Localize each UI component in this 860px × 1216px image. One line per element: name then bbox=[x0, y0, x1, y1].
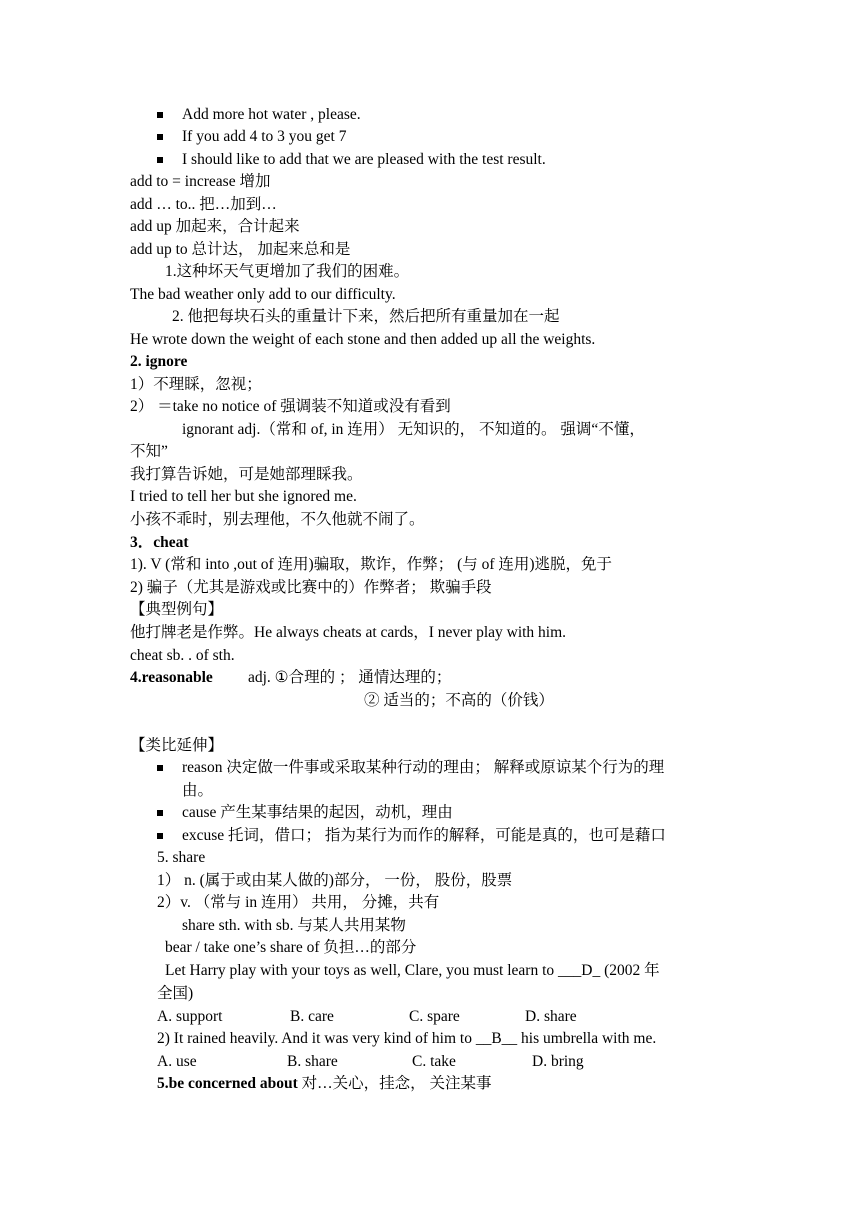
phrase-line: add up to 总计达， 加起来总和是 bbox=[130, 241, 351, 258]
list-item: 由。 bbox=[182, 782, 214, 799]
definition: ② 适当的；不高的（价钱） bbox=[364, 692, 554, 709]
example-en: The bad weather only add to our difficulty. bbox=[130, 286, 396, 303]
phrase-line: share sth. with sb. 与某人共用某物 bbox=[182, 917, 406, 934]
section-heading: 5.be concerned about bbox=[157, 1075, 298, 1092]
bullet-icon bbox=[157, 112, 163, 118]
list-item: cause 产生某事结果的起因，动机，理由 bbox=[182, 804, 453, 821]
section-heading: 3．cheat bbox=[130, 534, 189, 551]
definition: 对…关心，挂念， 关注某事 bbox=[297, 1075, 492, 1092]
example-cn: 2. 他把每块石头的重量计下来，然后把所有重量加在一起 bbox=[172, 308, 560, 325]
definition: 不知” bbox=[130, 443, 168, 460]
example-cn: 小孩不乖时，别去理他，不久他就不闹了。 bbox=[130, 511, 425, 528]
phrase-line: add … to.. 把…加到… bbox=[130, 196, 277, 213]
option: B. care bbox=[290, 1008, 334, 1025]
definition: 1） n. (属于或由某人做的)部分， 一份， 股份，股票 bbox=[157, 872, 513, 889]
subheading: 【典型例句】 bbox=[130, 601, 224, 618]
definition: 1）不理睬，忽视； bbox=[130, 376, 262, 393]
phrase-line: add up 加起来，合计起来 bbox=[130, 218, 300, 235]
question: 全国) bbox=[157, 985, 194, 1002]
list-item: excuse 托词，借口； 指为某行为而作的解释，可能是真的，也可是藉口 bbox=[182, 827, 666, 844]
option: D. bring bbox=[532, 1053, 584, 1070]
option: B. share bbox=[287, 1053, 338, 1070]
definition: ignorant adj.（常和 of, in 连用） 无知识的， 不知道的。 强调“不懂， bbox=[182, 421, 645, 438]
bullet-icon bbox=[157, 810, 163, 816]
section-heading: 2. ignore bbox=[130, 353, 188, 370]
definition: 2） ＝take no notice of 强调装不知道或没有看到 bbox=[130, 398, 451, 415]
list-item: Add more hot water , please. bbox=[182, 106, 361, 123]
example: 他打牌老是作弊。He always cheats at cards，I never play with him. bbox=[130, 624, 567, 641]
example-cn: 1.这种坏天气更增加了我们的困难。 bbox=[165, 263, 410, 280]
definition: adj. ①合理的 ； 通情达理的； bbox=[248, 669, 452, 686]
list-item: If you add 4 to 3 you get 7 bbox=[182, 128, 347, 145]
question: 2) It rained heavily. And it was very kind of him to __B__ his umbrella with me. bbox=[157, 1030, 657, 1047]
phrase-line: bear / take one’s share of 负担…的部分 bbox=[165, 939, 417, 956]
phrase-line: add to = increase 增加 bbox=[130, 173, 271, 190]
subheading: 【类比延伸】 bbox=[130, 737, 224, 754]
definition: 1). V (常和 into ,out of 连用)骗取，欺诈，作弊； (与 of 连用)逃脱，免于 bbox=[130, 556, 613, 573]
option: A. support bbox=[157, 1008, 223, 1025]
example-en: He wrote down the weight of each stone and then added up all the weights. bbox=[130, 331, 596, 348]
list-item: reason 决定做一件事或采取某种行动的理由； 解释或原谅某个行为的理 bbox=[182, 759, 665, 776]
example-cn: 我打算告诉她，可是她部理睬我。 bbox=[130, 466, 363, 483]
bullet-icon bbox=[157, 134, 163, 140]
question: Let Harry play with your toys as well, Clare, you must learn to ___D_ (2002 年 bbox=[165, 962, 660, 979]
section-line bbox=[157, 1074, 492, 1094]
bullet-icon bbox=[157, 157, 163, 163]
pattern: cheat sb. . of sth. bbox=[130, 647, 235, 664]
definition: 2）v. （常与 in 连用） 共用， 分摊，共有 bbox=[157, 894, 440, 911]
bullet-icon bbox=[157, 833, 163, 839]
option: C. take bbox=[412, 1053, 456, 1070]
example-en: I tried to tell her but she ignored me. bbox=[130, 488, 357, 505]
bullet-icon bbox=[157, 765, 163, 771]
list-item: I should like to add that we are pleased with the test result. bbox=[182, 151, 546, 168]
section-heading: 4.reasonable bbox=[130, 669, 213, 686]
option: C. spare bbox=[409, 1008, 460, 1025]
option: D. share bbox=[525, 1008, 577, 1025]
option: A. use bbox=[157, 1053, 197, 1070]
definition: 2) 骗子（尤其是游戏或比赛中的）作弊者； 欺骗手段 bbox=[130, 579, 492, 596]
section-heading: 5. share bbox=[157, 849, 206, 866]
